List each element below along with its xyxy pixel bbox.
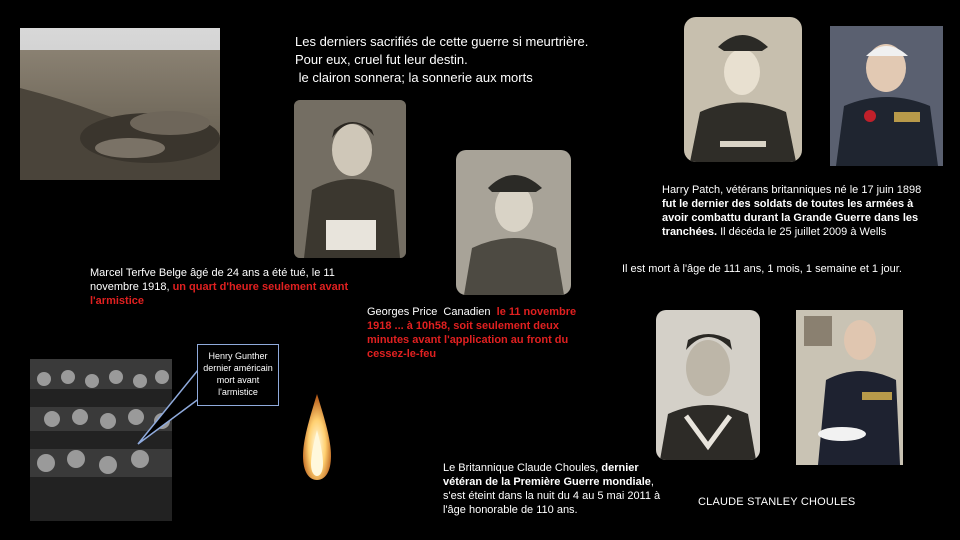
- poem: [295, 33, 588, 87]
- choules-text-death: , s'est éteint dans la nuit du 4 au 5 mai 2011 à l'âge honorable de 110 ans.: [443, 476, 661, 516]
- terfve-text-highlight: un quart d'heure seulement avant l'armistice: [90, 281, 349, 307]
- price-text: [367, 305, 602, 361]
- poem-line-1: Les derniers sacrifiés de cette guerre si meurtrière.: [295, 34, 589, 49]
- patch-text-intro: Harry Patch, vétérans britanniques né le 17 juin 1898: [662, 184, 922, 196]
- gunther-callout-text: Henry Gunther dernier américain mort avant l'armistice: [203, 351, 273, 397]
- terfve-photo: [294, 100, 406, 258]
- price-photo: [456, 150, 571, 295]
- choules-young-photo: [656, 310, 760, 460]
- choules-text-bold: dernier vétéran de la Première Guerre mondiale: [443, 462, 651, 488]
- gunther-callout: [197, 344, 279, 406]
- choules-text: [443, 461, 679, 517]
- patch-age: Il est mort à l'âge de 111 ans, 1 mois, 1 semaine et 1 jour.: [622, 263, 902, 275]
- price-text-highlight: le 11 novembre 1918 ... à 10h58, soit seulement deux minutes avant l'application au front du cessez-le-feu: [367, 306, 577, 360]
- poem-line-2: Pour eux, cruel fut leur destin.: [295, 52, 468, 67]
- patch-young-photo: [684, 17, 802, 162]
- patch-old-photo: [830, 26, 943, 166]
- choules-old-photo: [796, 310, 903, 465]
- patch-text-bold: fut le dernier des soldats de toutes les armées à avoir combattu durant la Grande Guerre dans les tranchées.: [662, 198, 919, 238]
- candle-flame-icon: [295, 390, 339, 490]
- choules-caption: CLAUDE STANLEY CHOULES: [698, 496, 856, 508]
- battlefield-photo: [20, 28, 220, 180]
- price-text-intro: Georges Price Canadien: [367, 306, 497, 318]
- patch-text-death: Il décéda le 25 juillet 2009 à Wells: [717, 226, 887, 238]
- patch-text: [662, 183, 932, 239]
- terfve-text-intro: Marcel Terfve Belge âgé de 24 ans a été tué, le 11 novembre 1918,: [90, 267, 335, 293]
- poem-line-3: le clairon sonnera; la sonnerie aux morts: [295, 70, 533, 85]
- terfve-text: [90, 266, 362, 308]
- choules-text-intro: Le Britannique Claude Choules,: [443, 462, 602, 474]
